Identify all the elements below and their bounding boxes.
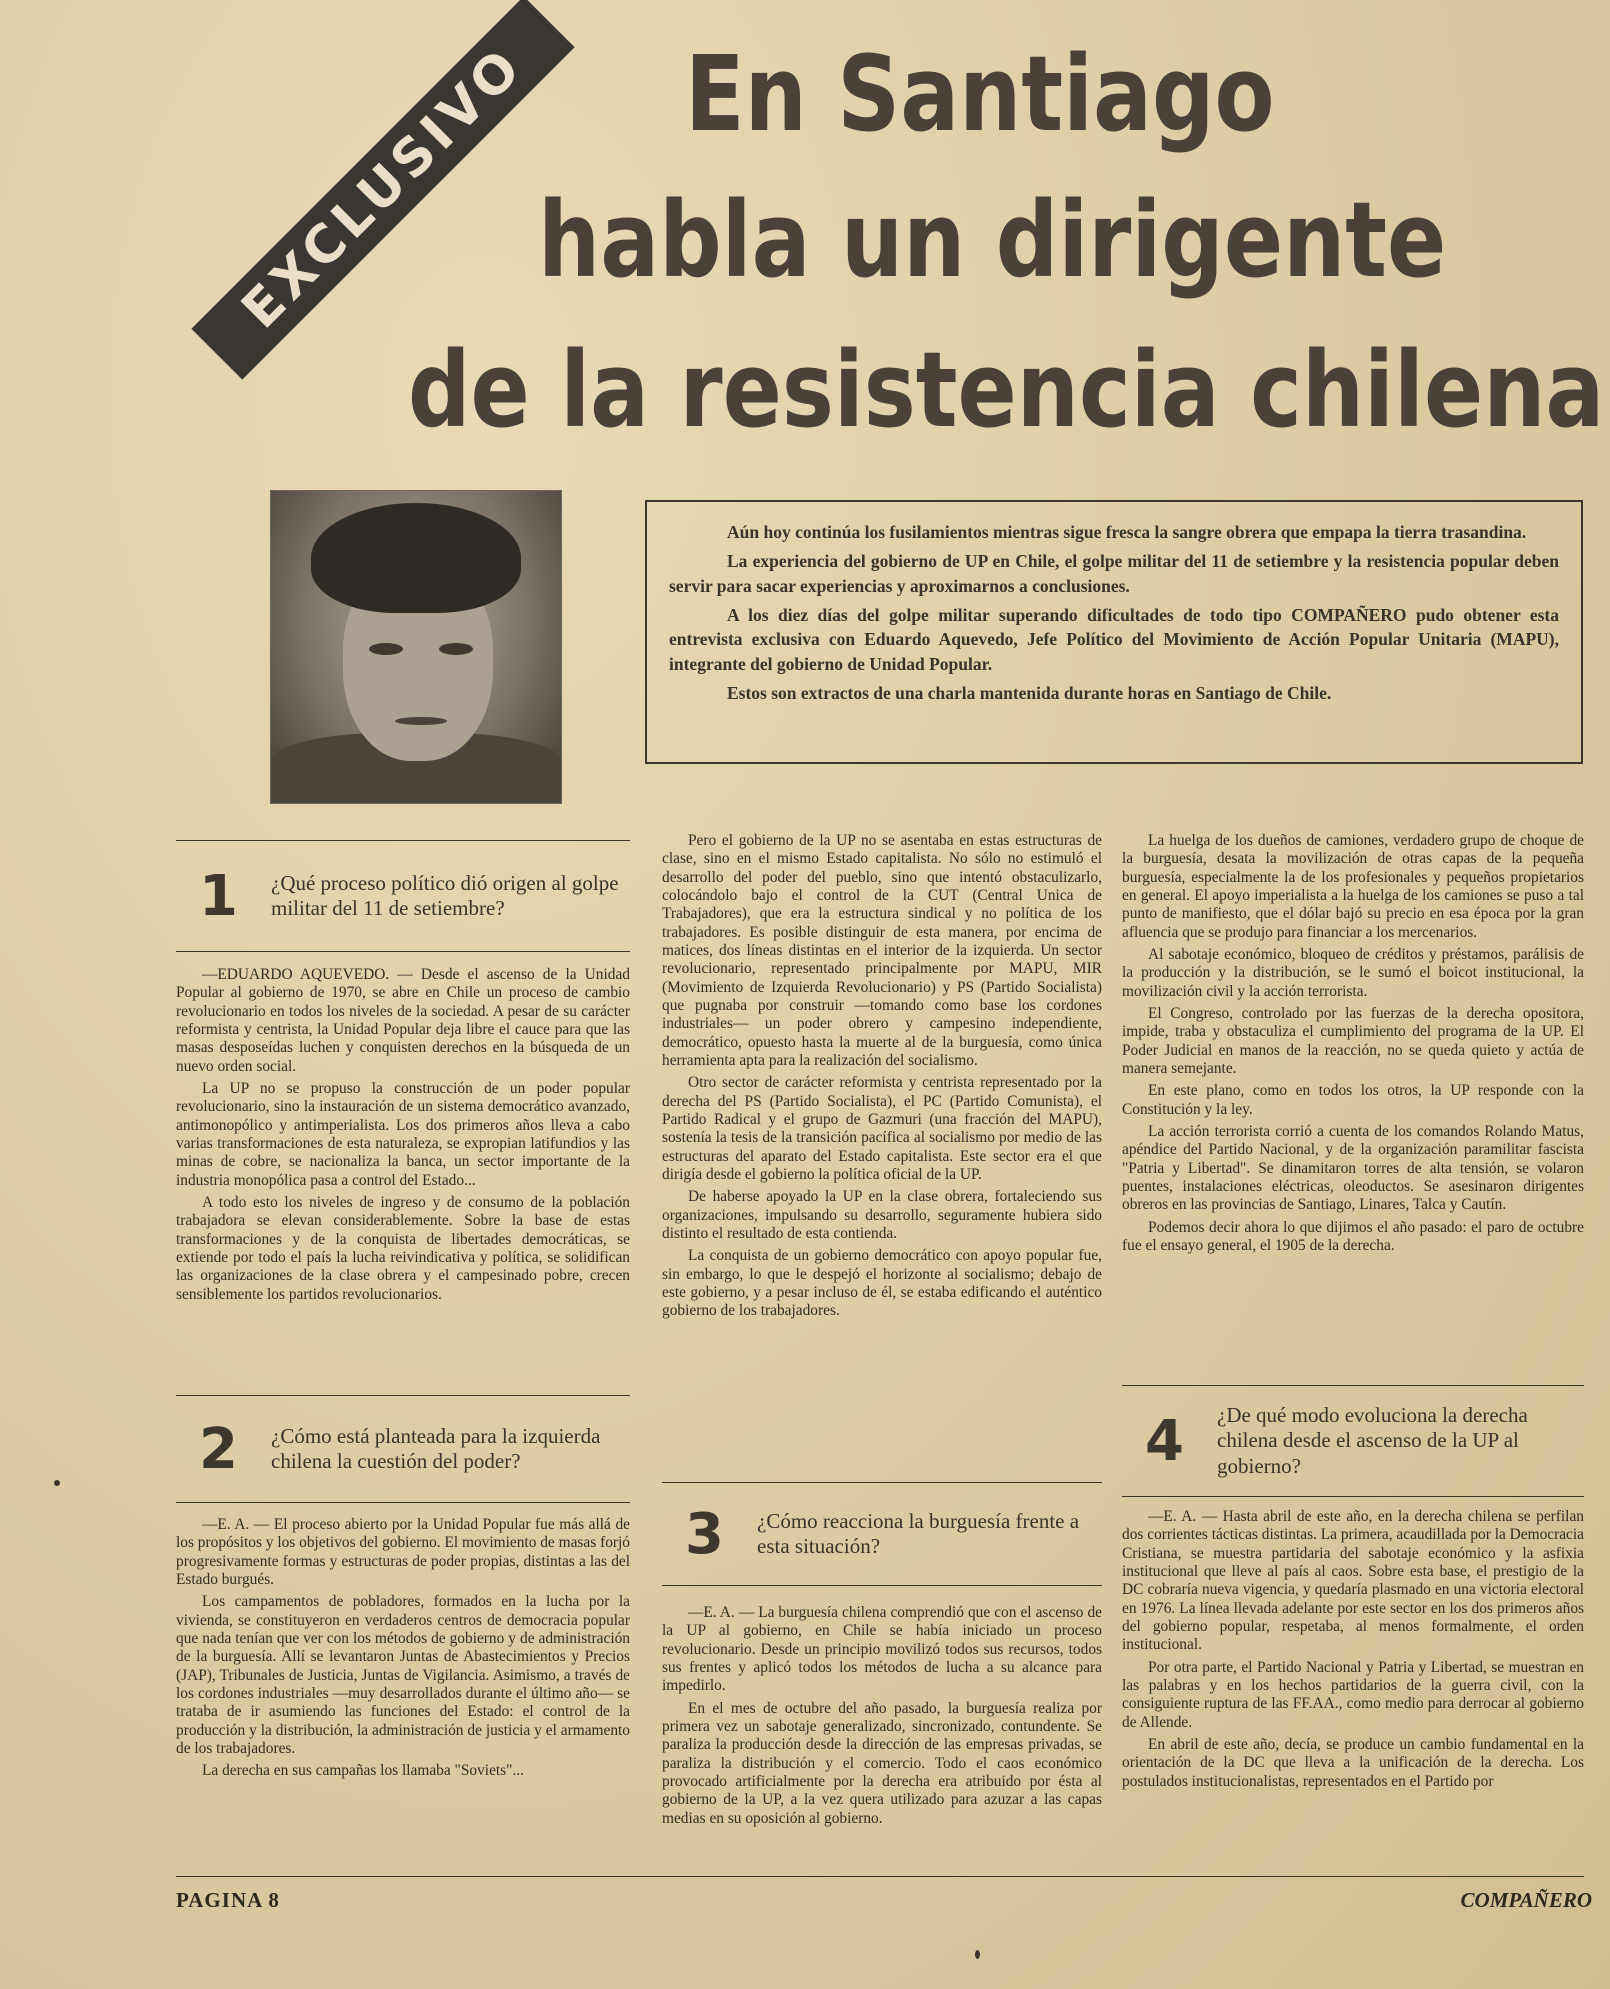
column-2-answer-3 — [662, 1604, 1102, 1832]
question-number: 4 — [1145, 1408, 1184, 1474]
question-1 — [176, 840, 630, 952]
paragraph: Pero el gobierno de la UP no se asentaba en estas estructuras de clase, sino en el mismo Estado capitalista. No sólo no estimuló el desarrollo del poder del pueblo, sino que intentó obstaculizarlo, colocándolo bajo el control de la CUT (Central Unica de Trabajadores), que era la estructura sindical y no política de los trabajadores. Es posible distinguir de esta manera, por encima de matices, dos líneas distintas en el interior de la izquierda. Un sector revolucionario, representado principalmente por MAPU, MIR (Movimiento de Izquierda Revolucionario) y PS (Partido Socialista) que pugnaba por construir —tomando como base los cordones industriales— un poder obrero y campesino independiente, democrático, opuesto hasta la muerte al de la burguesía, como única herramienta apta para la realización del socialismo. — [662, 832, 1102, 1069]
paragraph: —EDUARDO AQUEVEDO. — Desde el ascenso de la Unidad Popular al gobierno de 1970, se abre en Chile un proceso de cambio revolucionario en todos los niveles de la sociedad. A pesar de su carácter reformista y centrista, la Unidad Popular deja libre el cauce para que las masas desposeídas luchen y conquisten derechos en la búsqueda de un nuevo orden social. — [176, 966, 630, 1075]
headline-line-2: habla un dirigente — [538, 179, 1447, 301]
intro-paragraph: Estos son extractos de una charla mantenida durante horas en Santiago de Chile. — [727, 683, 1332, 704]
paragraph: De haberse apoyado la UP en la clase obrera, fortaleciendo sus organizaciones, impulsando su desarrollo, seguramente hubiera sido distinto el resultado de esta contienda. — [662, 1188, 1102, 1242]
paragraph: La derecha en sus campañas los llamaba "Soviets"... — [202, 1762, 524, 1780]
paragraph: Podemos decir ahora lo que dijimos el año pasado: el paro de octubre fue el ensayo general, el 1905 de la derecha. — [1122, 1218, 1584, 1254]
print-speck — [54, 1480, 60, 1486]
portrait-photo — [270, 490, 562, 804]
column-2-continuation — [662, 832, 1102, 1325]
paragraph: Al sabotaje económico, bloqueo de créditos y préstamos, parálisis de la producción y la distribución, se le sumó el boicot institucional, la movilización civil y la acción terrorista. — [1122, 945, 1584, 1000]
paragraph: —E. A. — La burguesía chilena comprendió que con el ascenso de la UP al gobierno, en Chile se había iniciado un proceso revolucionario. Desde un principio movilizó todos sus recursos, todos sus frentes y aplicó todos los métodos de lucha a su alcance para impedirlo. — [662, 1604, 1102, 1695]
paragraph: A todo esto los niveles de ingreso y de consumo de la población trabajadora se elevan considerablemente. Sobre la base de estas transformaciones y de la conquista de libertades democráticas, se extiende por todo el país la lucha reivindicativa y política, se solidifican las organizaciones de la clase obrera y el campesinado pobre, crecen sensiblemente los partidos revolucionarios. — [176, 1193, 630, 1303]
question-text: ¿De qué modo evoluciona la derecha chilena desde el ascenso de la UP al gobierno? — [1217, 1403, 1528, 1478]
column-3-continuation — [1122, 832, 1584, 1259]
column-1-answer-2 — [176, 1516, 630, 1785]
question-2 — [176, 1395, 630, 1503]
intro-paragraph: Aún hoy continúa los fusilamientos mientras sigue fresca la sangre obrera que empapa la tierra trasandina. — [727, 522, 1527, 542]
intro-paragraph: La experiencia del gobierno de UP en Chile, el golpe militar del 11 de setiembre y la resistencia popular deben servir para sacar experiencias y aproximarnos a conclusiones. — [669, 550, 1559, 596]
publication-name: COMPAÑERO — [1460, 1888, 1592, 1912]
page-number: PAGINA 8 — [176, 1888, 280, 1912]
question-text: ¿Cómo reacciona la burguesía frente a esta situación? — [757, 1508, 1080, 1558]
print-speck — [975, 1950, 980, 1959]
question-text: ¿Cómo está planteada para la izquierda chilena la cuestión del poder? — [271, 1423, 601, 1473]
question-text: ¿Qué proceso político dió origen al golpe militar del 11 de setiembre? — [271, 870, 619, 920]
footer-rule — [176, 1876, 1584, 1877]
column-1-answer-1 — [176, 966, 630, 1308]
headline-line-1: En Santiago — [685, 33, 1275, 155]
paragraph: La conquista de un gobierno democrático con apoyo popular fue, sin embargo, lo que le despejó el horizonte al socialismo; debajo de este gobierno, y a pesar incluso de él, se estaba edificando el auténtico gobierno de los trabajadores. — [662, 1247, 1102, 1320]
paragraph: —E. A. — El proceso abierto por la Unidad Popular fue más allá de los propósitos y los objetivos del gobierno. El movimiento de masas forjó progresivamente formas y estructuras de poder propias, distintas a las del Estado burgués. — [176, 1516, 630, 1588]
paragraph: La acción terrorista corrió a cuenta de los comandos Rolando Matus, apéndice del Partido Nacional, y de la organización paramilitar fascista "Patria y Libertad". Se dinamitaron torres de alta tensión, se volaron puentes, instalaciones eléctricas, oleoductos. Se asesinaron dirigentes obreros en las provincias de Santiago, Linares, Talca y Cautín. — [1122, 1122, 1584, 1214]
paragraph: La UP no se propuso la construcción de un poder popular revolucionario, sino la instauración de un sistema democrático avanzado, antimonopólico y antimperialista. Los dos primeros años lleva a cabo varias transformaciones de esta naturaleza, se expropian latifundios y las minas de cobre, se nacionaliza la banca, un sector importante de la industria monopólica pasa a control del Estado... — [176, 1079, 630, 1189]
intro-paragraph: A los diez días del golpe militar superando dificultades de todo tipo COMPAÑERO pudo obtener esta entrevista exclusiva con Eduardo Aquevedo, Jefe Político del Movimiento de Acción Popular Unitaria (MAPU), integrante del gobierno de Unidad Popular. — [669, 604, 1559, 675]
paragraph: —E. A. — Hasta abril de este año, en la derecha chilena se perfilan dos corrientes tácticas distintas. La primera, acaudillada por la Democracia Cristiana, se muestra partidaria del sabotaje económico y la asfixia institucional que lleve al país al caos. Sobre esta base, el prestigio de la DC cobraría nueva vigencia, y quedaría plasmado en una victoria electoral en 1976. La línea llevada adelante por este sector en los dos primeros años del gobierno popular, respetaba, al menos formalmente, el orden institucional. — [1122, 1508, 1584, 1654]
paragraph: El Congreso, controlado por las fuerzas de la derecha opositora, impide, traba y obstaculiza el cumplimiento del programa de la UP. El Poder Judicial en manos de la reacción, no se queda quieto y actúa de manera semejante. — [1122, 1004, 1584, 1077]
paragraph: En este plano, como en todos los otros, la UP responde con la Constitución y la ley. — [1122, 1082, 1584, 1118]
paragraph: Otro sector de carácter reformista y centrista representado por la derecha del PS (Partido Socialista), el PC (Partido Comunista), el Partido Radical y el grupo de Gazmuri (una fracción del MAPU), sostenía la tesis de la transición pacífica al socialismo por medio de las estructuras del aparato del Estado capitalista. Este sector era el que dirigía desde el gobierno la política oficial de la UP. — [662, 1074, 1102, 1183]
question-3 — [662, 1482, 1102, 1586]
exclusive-banner: EXCLUSIVO — [191, 0, 574, 380]
paragraph: En el mes de octubre del año pasado, la burguesía realiza por primera vez un sabotaje generalizado, sincronizado, contundente. Se paraliza la producción desde la dirección de las empresas privadas, se paraliza la distribución y el comercio. Todo el caos económico provocado artificialmente por la derecha era atribuido por ésta al gobierno de la UP, a la vez quera utilizado para azuzar a las capas medias en su oposición al gobierno. — [662, 1699, 1102, 1827]
headline-line-3: de la resistencia chilena — [408, 329, 1605, 451]
question-number: 3 — [685, 1501, 724, 1567]
paragraph: Por otra parte, el Partido Nacional y Patria y Libertad, se muestran en las palabras y en los hechos partidarios de la guerra civil, con la consiguiente ruptura de las FF.AA., como medio para derrocar al gobierno de Allende. — [1122, 1658, 1584, 1731]
paragraph: Los campamentos de pobladores, formados en la lucha por la vivienda, se constituyeron en verdaderos centros de democracia popular que nada tenían que ver con los métodos de gobierno y de administración de la burguesía. Allí se levantaron Juntas de Abastecimientos y Precios (JAP), Tribunales de Justicia, Juntas de Vigilancia. Asimismo, a través de los cordones industriales —muy desarrollados durante el último año— se trataba de ir asumiendo las funciones del Estado: el control de la producción y la distribución, la administración de justicia y el armamento de los trabajadores. — [176, 1593, 630, 1757]
intro-box — [645, 500, 1583, 764]
question-4 — [1122, 1385, 1584, 1497]
paragraph: En abril de este año, decía, se produce un cambio fundamental en la orientación de la DC que lleva a la unificación de la derecha. Los postulados institucionalistas, representados en el Partido por — [1122, 1735, 1584, 1790]
question-number: 2 — [199, 1416, 238, 1482]
question-number: 1 — [199, 863, 238, 929]
paragraph: La huelga de los dueños de camiones, verdadero grupo de choque de la burguesía, desata la movilización de otras capas de la pequeña burguesía, especialmente la de los profesionales y pequeños propietarios en general. El apoyo imperialista a la huelga de los camiones se puso a tal punto de manifiesto, que el dólar bajó su precio en esa época por la gran afluencia que se produjo para financiar a los mercenarios. — [1122, 832, 1584, 941]
column-3-answer-4 — [1122, 1508, 1584, 1795]
